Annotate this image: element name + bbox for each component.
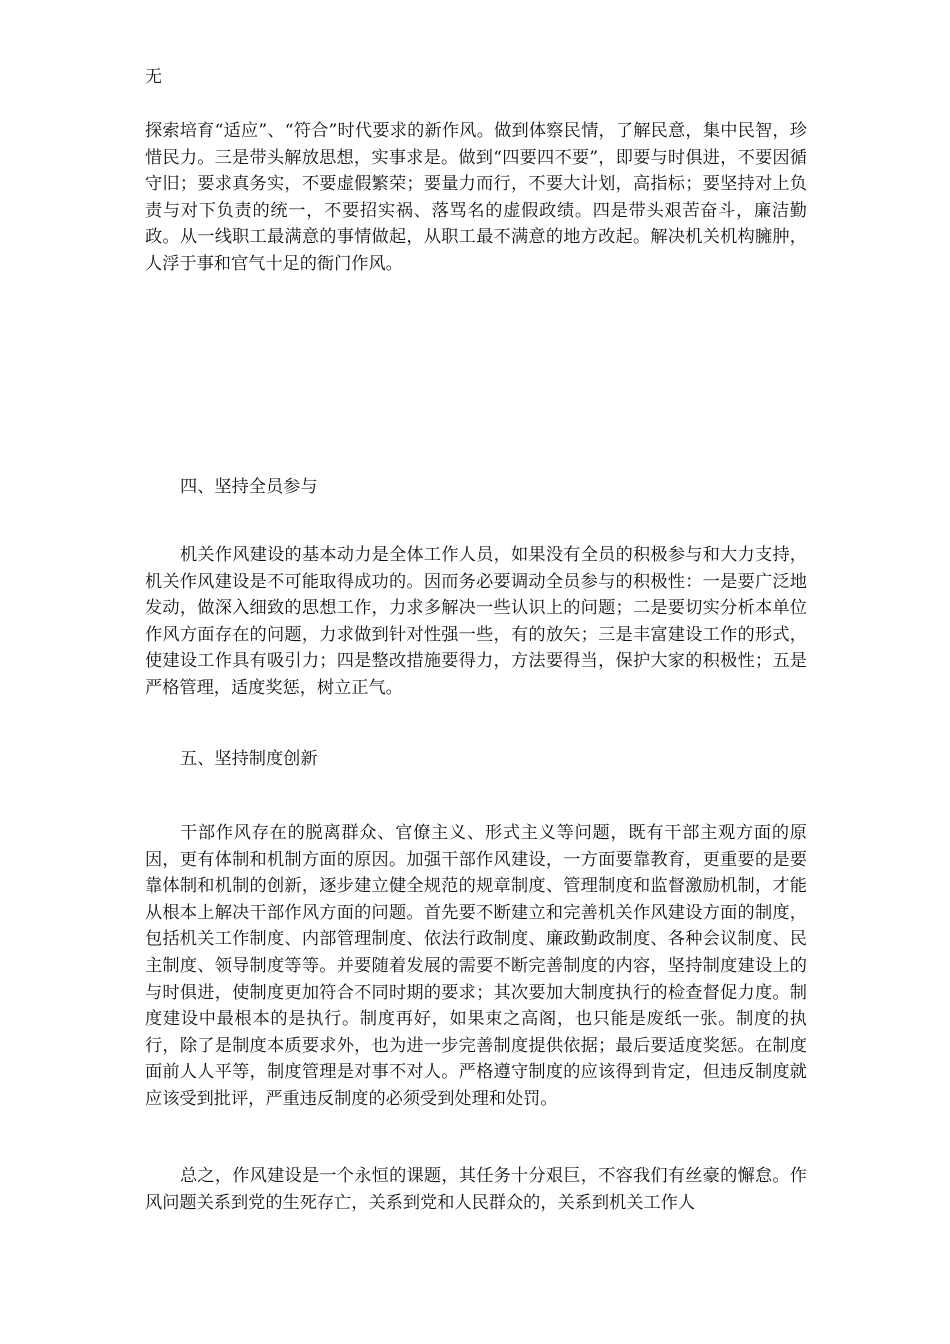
paragraph-continuation: 探索培育“适应”、“符合”时代要求的新作风。做到体察民情，了解民意，集中民智，珍惜民力。三是带头解放思想，实事求是。做到“四要四不要”，即要与时俱进，不要因循守旧；要求真务实，不要虚假繁荣；要量力而行，不要大计划，高指标；要坚持对上负责与对下负责的统一，不要招实祸、落骂名的虚假政绩。四是带头艰苦奋斗，廉洁勤政。从一线职工最满意的事情做起，从职工最不满意的地方改起。解决机关机构臃肿，人浮于事和官气十足的衙门作风。 [145, 121, 807, 274]
page-header: 无 [145, 67, 162, 87]
section-heading-5: 五、坚持制度创新 [180, 749, 318, 769]
paragraph-conclusion: 总之，作风建设是一个永恒的课题，其任务十分艰巨，不容我们有丝豪的懈怠。作风问题关系到党的生死存亡，关系到党和人民群众的，关系到机关工作人 [145, 1166, 807, 1213]
section-heading-4: 四、坚持全员参与 [180, 477, 318, 497]
paragraph-section-4: 机关作风建设的基本动力是全体工作人员，如果没有全员的积极参与和大力支持，机关作风建设是不可能取得成功的。因而务必要调动全员参与的积极性：一是要广泛地发动，做深入细致的思想工作，力求多解决一些认识上的问题；二是要切实分析本单位作风方面存在的问题，力求做到针对性强一些，有的放矢；三是丰富建设工作的形式，使建设工作具有吸引力；四是整改措施要得力，方法要得当，保护大家的积极性；五是严格管理，适度奖惩，树立正气。 [145, 545, 807, 698]
paragraph-section-5: 干部作风存在的脱离群众、官僚主义、形式主义等问题，既有干部主观方面的原因，更有体制和机制方面的原因。加强干部作风建设，一方面要靠教育，更重要的是要靠体制和机制的创新，逐步建立健全规范的规章制度、管理制度和监督激励机制，才能从根本上解决干部作风方面的问题。首先要不断建立和完善机关作风建设方面的制度，包括机关工作制度、内部管理制度、依法行政制度、廉政勤政制度、各种会议制度、民主制度、领导制度等等。并要随着发展的需要不断完善制度的内容，坚持制度建设上的与时俱进，使制度更加符合不同时期的要求；其次要加大制度执行的检查督促力度。制度建设中最根本的是执行。制度再好，如果束之高阁，也只能是废纸一张。制度的执行，除了是制度本质要求外，也为进一步完善制度提供依据；最后要适度奖惩。在制度面前人人平等，制度管理是对事不对人。严格遵守制度的应该得到肯定，但违反制度就应该受到批评，严重违反制度的必须受到处理和处罚。 [145, 823, 807, 1109]
